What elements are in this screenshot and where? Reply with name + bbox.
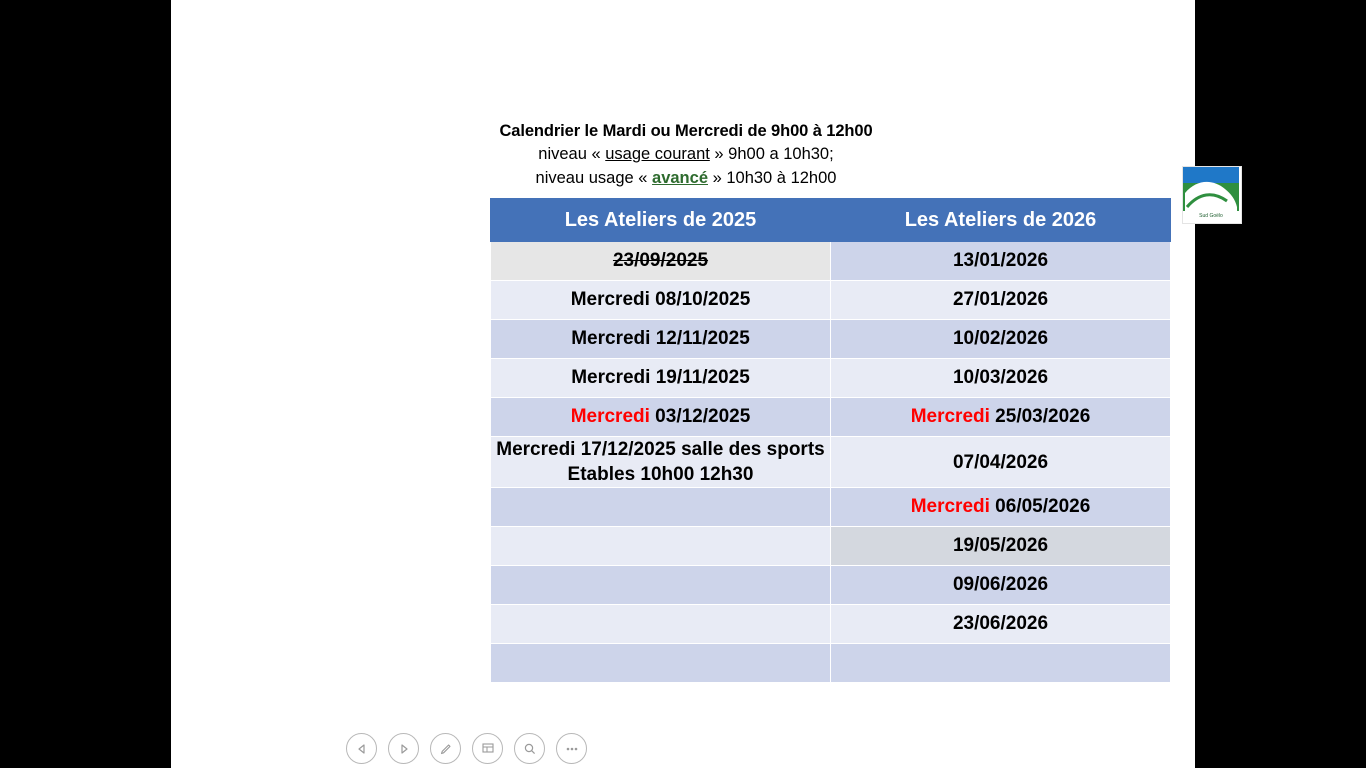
- cell-2026-7-date: 06/05/2026: [989, 496, 1091, 517]
- slide-canvas: [171, 0, 1223, 768]
- cell-2025-9: [491, 566, 831, 605]
- table-row: [491, 320, 1171, 359]
- column-header-2026: Les Ateliers de 2026: [831, 199, 1171, 242]
- slide-overview-button[interactable]: [472, 733, 503, 764]
- cell-2026-8: 19/05/2026: [831, 527, 1171, 566]
- cell-2026-4: 10/03/2026: [831, 359, 1171, 398]
- cell-2025-4: Mercredi 19/11/2025: [491, 359, 831, 398]
- table-row: [491, 242, 1171, 281]
- table-row: [491, 605, 1171, 644]
- cell-2025-5-weekday: Mercredi: [570, 406, 650, 427]
- table-row: [491, 566, 1171, 605]
- heading-line-3-suffix: » 10h30 à 12h00: [708, 169, 837, 187]
- pen-icon: [439, 742, 453, 756]
- zoom-button[interactable]: [514, 733, 545, 764]
- triangle-right-icon: [398, 743, 410, 755]
- cell-2025-1: 23/09/2025: [491, 242, 831, 281]
- cell-2026-7-weekday: Mercredi: [910, 496, 990, 517]
- slideshow-toolbar: [346, 733, 587, 764]
- calendar-table-head: [491, 199, 1171, 242]
- heading-line-2-link: usage courant: [605, 145, 710, 163]
- svg-text:Sud Goëlo: Sud Goëlo: [1199, 213, 1223, 219]
- table-header-row: [491, 199, 1171, 242]
- cell-2026-1: 13/01/2026: [831, 242, 1171, 281]
- cell-2026-5: [831, 398, 1171, 437]
- table-row: [491, 437, 1171, 488]
- grid-icon: [481, 742, 495, 756]
- cell-2026-2: 27/01/2026: [831, 281, 1171, 320]
- pen-tool-button[interactable]: [430, 733, 461, 764]
- column-header-2025: Les Ateliers de 2025: [491, 199, 831, 242]
- heading-line-2-suffix: » 9h00 a 10h30;: [709, 145, 834, 163]
- heading-line-2-prefix: niveau «: [538, 145, 606, 163]
- table-row: [491, 644, 1171, 683]
- cell-2025-7: [491, 488, 831, 527]
- slide-heading: [291, 120, 1081, 190]
- more-options-button[interactable]: [556, 733, 587, 764]
- cell-2025-5: [491, 398, 831, 437]
- cell-2026-11: [831, 644, 1171, 683]
- heading-line-1: Calendrier le Mardi ou Mercredi de 9h00 à 12h00: [499, 122, 873, 140]
- heading-line-2: [291, 142, 1081, 166]
- cell-2026-6: 07/04/2026: [831, 437, 1171, 488]
- cell-2026-10: 23/06/2026: [831, 605, 1171, 644]
- cell-2025-2: Mercredi 08/10/2025: [491, 281, 831, 320]
- table-row: [491, 527, 1171, 566]
- cell-2026-5-date: 25/03/2026: [989, 406, 1091, 427]
- calendar-table-body: [491, 242, 1171, 683]
- sud-goelo-logo: [1182, 166, 1242, 224]
- ellipsis-icon: [564, 745, 580, 753]
- heading-line-3: [291, 166, 1081, 190]
- heading-line-3-link: avancé: [652, 169, 708, 187]
- magnifier-icon: [523, 742, 537, 756]
- triangle-left-icon: [356, 743, 368, 755]
- cell-2025-3: Mercredi 12/11/2025: [491, 320, 831, 359]
- cell-2026-7: [831, 488, 1171, 527]
- cell-2025-8: [491, 527, 831, 566]
- table-row: [491, 359, 1171, 398]
- cell-2025-5-date: 03/12/2025: [649, 406, 751, 427]
- cell-2026-5-weekday: Mercredi: [910, 406, 990, 427]
- cell-2025-11: [491, 644, 831, 683]
- previous-slide-button[interactable]: [346, 733, 377, 764]
- calendar-table: [490, 198, 1171, 683]
- cell-2026-9: 09/06/2026: [831, 566, 1171, 605]
- cell-2025-6: Mercredi 17/12/2025 salle des sports Etables 10h00 12h30: [491, 437, 831, 488]
- next-slide-button[interactable]: [388, 733, 419, 764]
- heading-line-3-prefix: niveau usage «: [535, 169, 653, 187]
- table-row: [491, 398, 1171, 437]
- table-row: [491, 281, 1171, 320]
- cell-2026-3: 10/02/2026: [831, 320, 1171, 359]
- table-row: [491, 488, 1171, 527]
- logo-graphic: [1183, 167, 1239, 221]
- cell-2025-10: [491, 605, 831, 644]
